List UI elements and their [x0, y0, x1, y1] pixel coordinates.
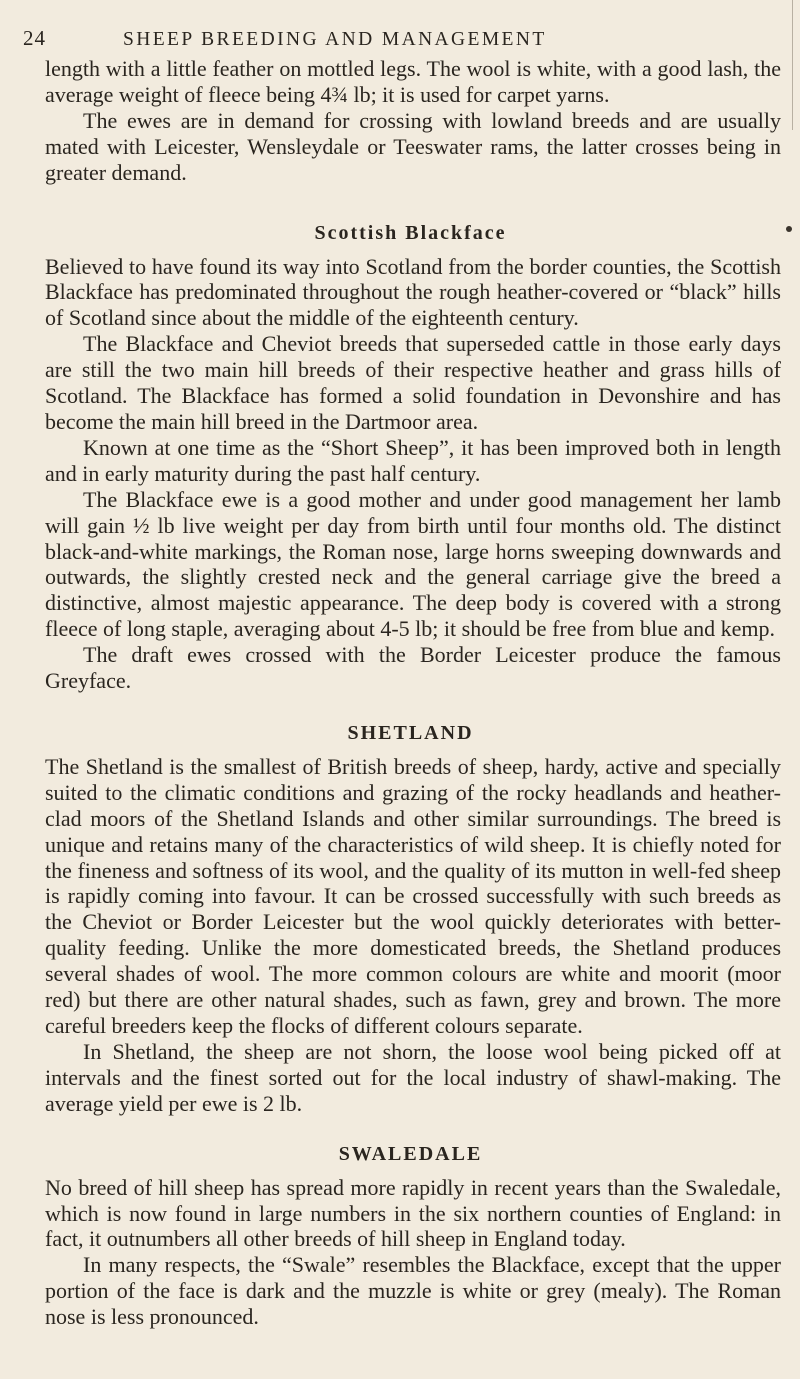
body-paragraph: The Blackface and Cheviot breeds that superseded cattle in those early days are still the two main hill breeds of their respective heather and grass hills of Scotland. The Blackface has formed a solid foundation in Devonshire and has become the main hill breed in the Dartmoor area.: [45, 331, 781, 434]
running-head: [17, 26, 776, 56]
margin-dot: [786, 226, 792, 232]
body-paragraph: In many respects, the “Swale” resembles the Blackface, except that the upper portion of the face is dark and the muzzle is white or grey (mealy). The Roman nose is less pronounced.: [45, 1252, 781, 1330]
body-paragraph: In Shetland, the sheep are not shorn, the loose wool being picked off at intervals and the finest sorted out for the local industry of shawl-making. The average yield per ewe is 2 lb.: [45, 1038, 781, 1116]
section-heading-scottish-blackface: Scottish Blackface: [314, 221, 507, 244]
body-paragraph: length with a little feather on mottled legs. The wool is white, with a good lash, the average weight of fleece being 4¾ lb; it is used for carpet yarns.: [45, 56, 781, 107]
body-paragraph: Known at one time as the “Short Sheep”, it has been improved both in length and in early maturity during the past half century.: [45, 434, 781, 486]
section-heading-swaledale: SWALEDALE: [338, 1142, 483, 1165]
body-paragraph: The Shetland is the smallest of British breeds of sheep, hardy, active and specially suited to the climatic conditions and grazing of the rocky headlands and heather-clad moors of the Shetland Islands and other similar surroundings. The breed is unique and retains many of the characteristics of wild sheep. It is chiefly noted for the fineness and softness of its wool, and the quality of its mutton in well-fed sheep is rapidly coming into favour. It can be crossed successfully with such breeds as the Cheviot or Border Leicester but the wool quickly deteriorates with better-quality feeding. Unlike the more domesticated breeds, the Shetland produces several shades of wool. The more common colours are white and moorit (moor red) but there are other natural shades, such as fawn, grey and brown. The more careful breeders keep the flocks of different colours separate.: [45, 753, 781, 1038]
running-title: SHEEP BREEDING AND MANAGEMENT: [123, 29, 547, 50]
body-paragraph: Believed to have found its way into Scotland from the border counties, the Scottish Blackface has predominated throughout the rough heather-covered or “black” hills of Scotland since about the middle of the eighteenth century.: [45, 253, 781, 331]
body-paragraph: The ewes are in demand for crossing with lowland breeds and are usually mated with Leicester, Wensleydale or Teeswater rams, the latter crosses being in greater demand.: [45, 107, 781, 185]
body-paragraph: No breed of hill sheep has spread more rapidly in recent years than the Swaledale, which is now found in large numbers in the six northern counties of England: in fact, it outnumbers all other breeds of hill sheep in England today.: [45, 1174, 781, 1252]
body-paragraph: The draft ewes crossed with the Border Leicester produce the famous Greyface.: [45, 642, 781, 694]
page-number: 24: [23, 26, 46, 50]
page-edge-line: [792, 0, 793, 130]
section-heading-shetland: SHETLAND: [347, 721, 474, 744]
body-paragraph: The Blackface ewe is a good mother and under good management her lamb will gain ½ lb live weight per day from birth until four months old. The distinct black-and-white markings, the Roman nose, large horns sweeping downwards and outwards, the slightly crested neck and the general carriage give the breed a distinctive, almost majestic appearance. The deep body is covered with a strong fleece of long staple, averaging about 4-5 lb; it should be free from blue and kemp.: [45, 486, 781, 642]
